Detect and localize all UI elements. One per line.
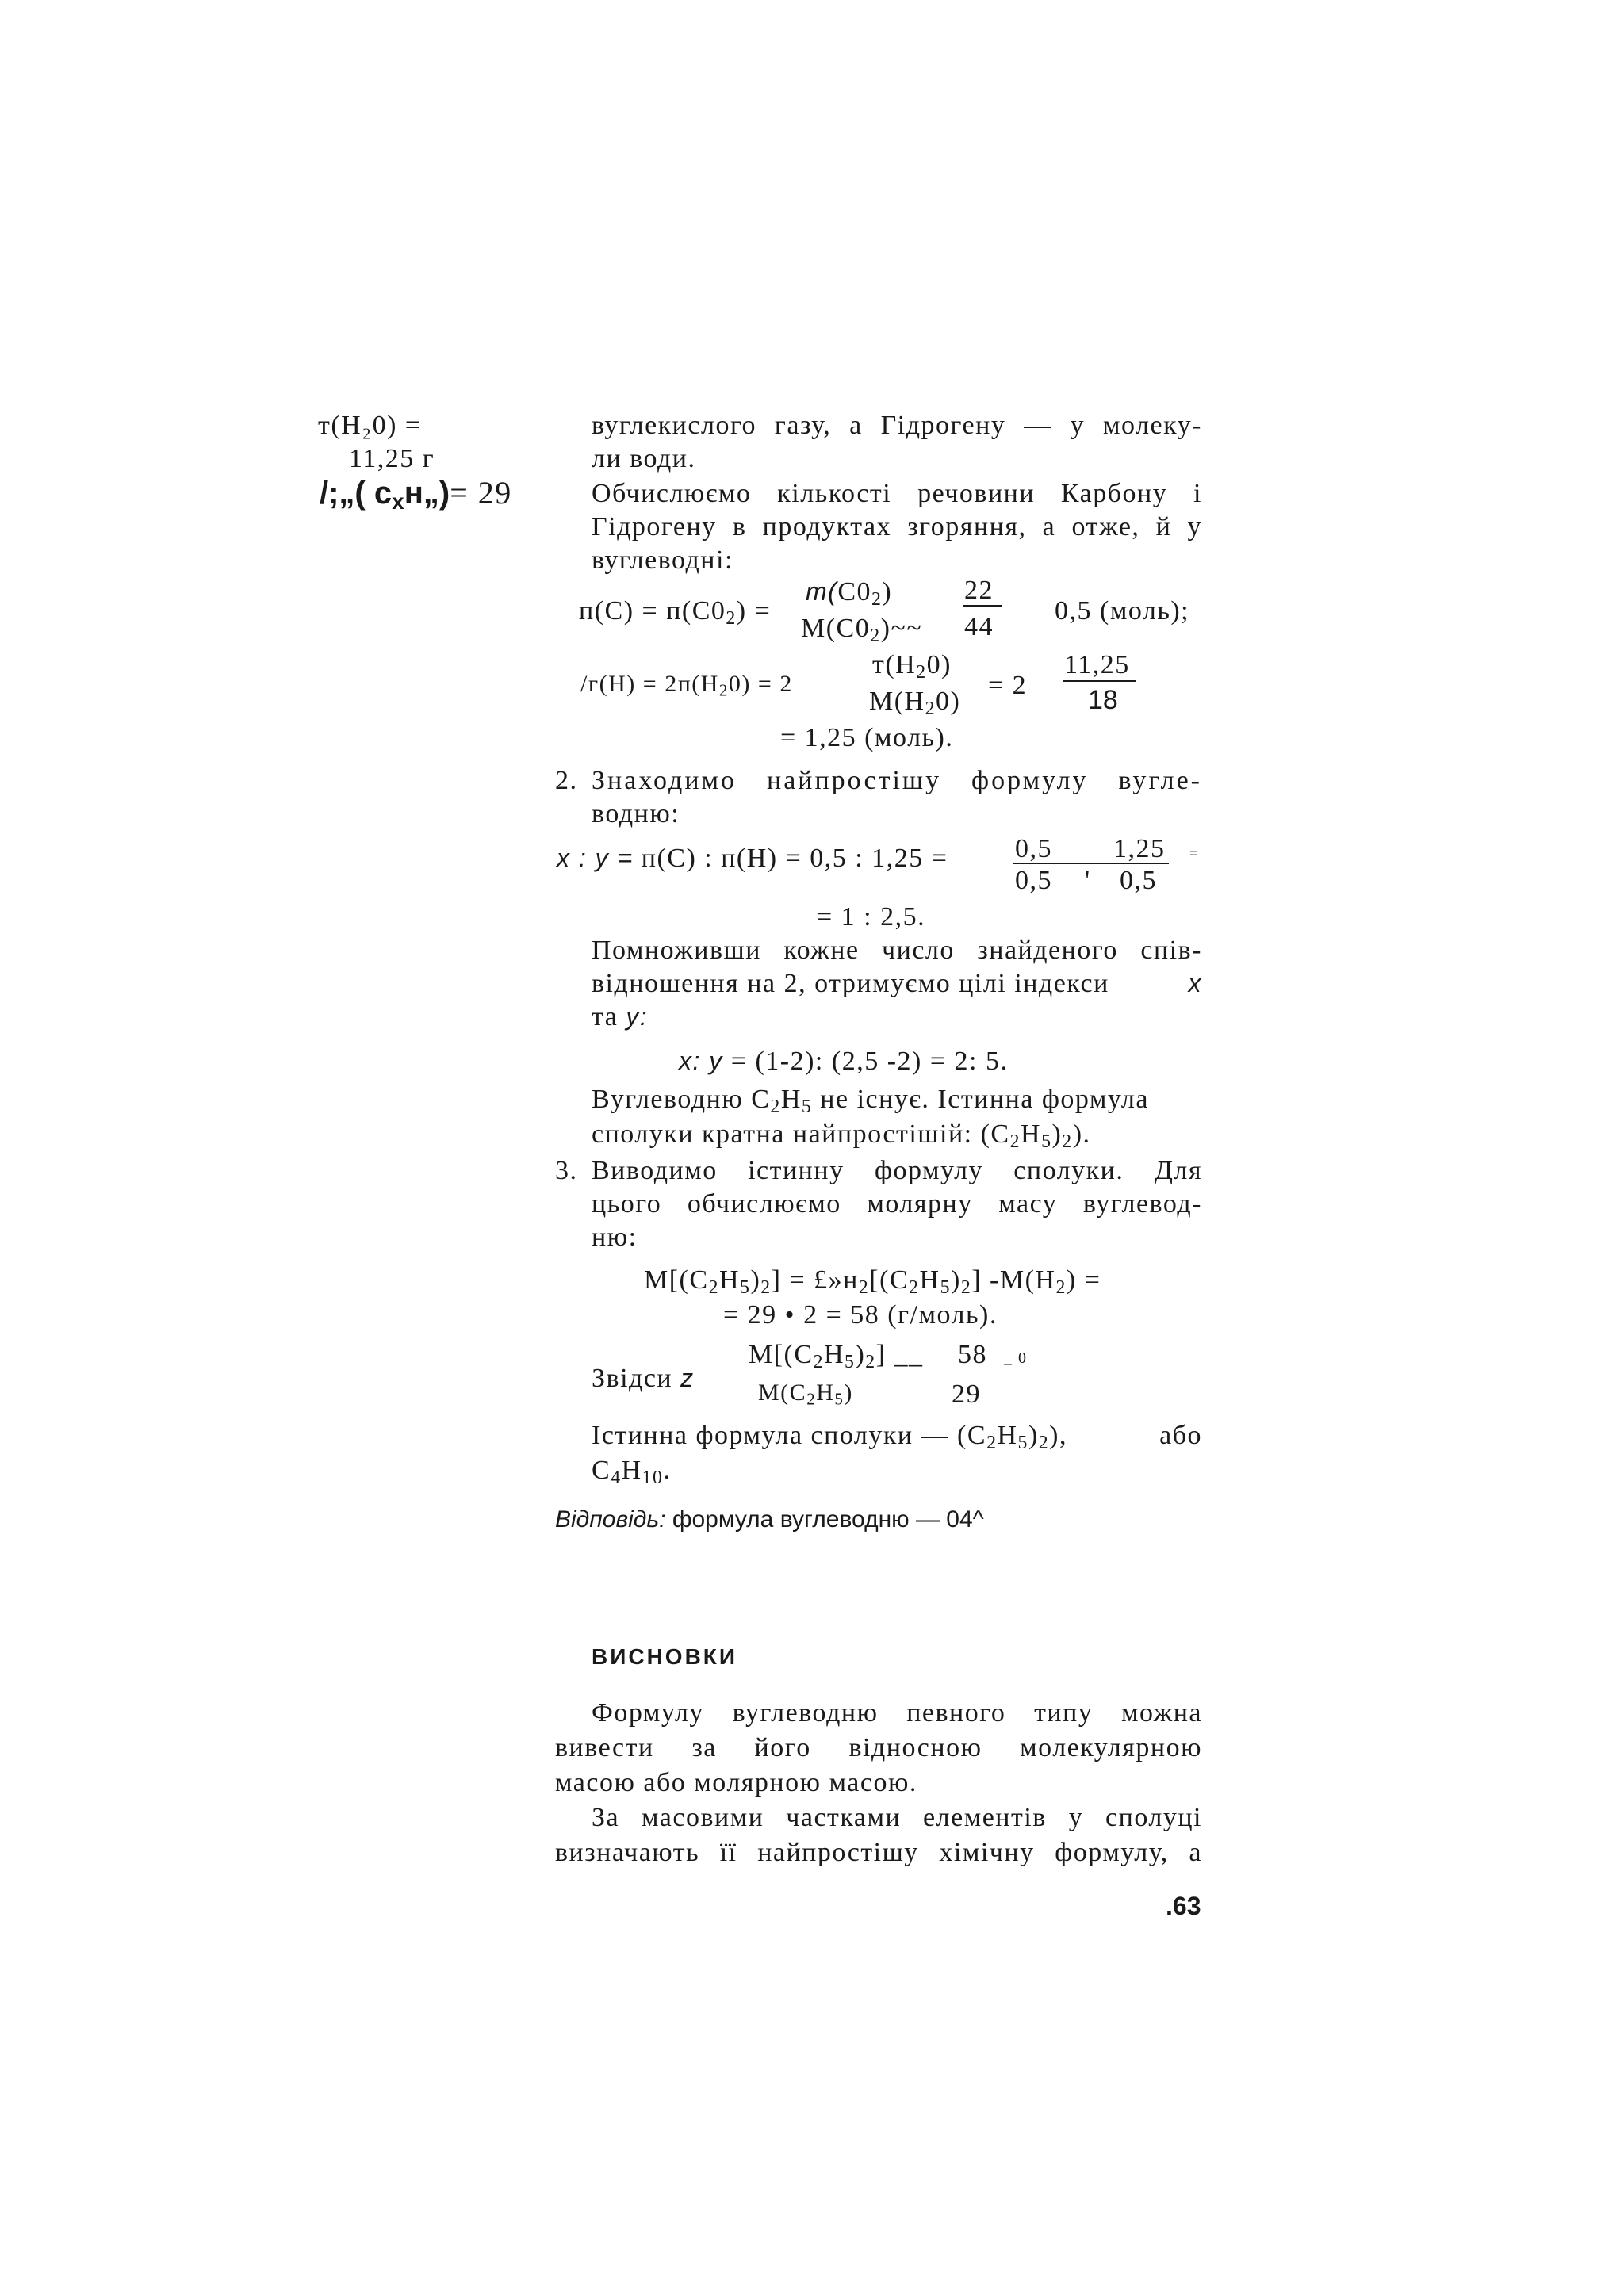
step-3-line-3: ню: [592,1223,638,1252]
eq-nc-frac2-num: 22 [964,576,994,605]
text-line-4: Гідрогену в продуктах згоряння, а отже, й у [592,512,1202,541]
section-heading-conclusions: ВИСНОВКИ [592,1644,738,1669]
eq-ratio-num-1: 0,5 [1015,834,1052,863]
step-3-line-2: цього обчислюємо молярну масу вуглевод- [592,1189,1202,1219]
eq-nh-frac2-den: 18 [1088,685,1118,715]
eq-ratio-den-2: 0,5 [1120,866,1157,895]
eq-nh-numerator: $т(Н_20)$ [872,650,952,683]
eq-nc-numerator: $m(С0_2)$ [806,577,893,610]
para-c2h5-1: Вуглеводню $C_2H_5$ не існує. Істинна формула [592,1085,1149,1117]
eq-molar-mass-2: = 29 • 2 = 58 (г/моль). [723,1300,998,1330]
text-line-2: ли води. [592,444,696,473]
eq-nh-result: = 1,25 (моль). [780,723,954,752]
eq-nh-denominator: $М(Н_20)$ [869,687,961,719]
given-mass-value: 11,25 г [349,444,435,473]
para-multiply-3: та у: [592,1002,649,1031]
eq-ratio-equals: = [1189,845,1198,861]
given-mass-water: т(Н₂0) = [318,411,422,440]
eq-nh-frac2-num: 11,25 [1064,650,1130,679]
para-multiply-2: відношення на 2, отримуємо цілі індекси х [592,969,1202,998]
page-number: .63 [1166,1892,1201,1920]
eq-xy: х: у = (1-2): (2,5 -2) = 2: 5. [679,1047,1009,1076]
eq-hence-29: 29 [952,1380,981,1409]
eq-ratio-lhs: х : у = п(С) : п(Н) = 0,5 : 1,25 = [557,844,948,873]
conclusion-line-1: Формулу вуглеводню певного типу можна [592,1698,1202,1728]
text-line-5: вуглеводні: [592,545,733,575]
eq-nc-lhs: $п(С) = п(С0_2)$ = [579,596,772,629]
text-line-1: вуглекислого газу, а Гідрогену — у молеку- [592,411,1202,440]
conclusion-line-2: вивести за його відносною молекулярною [555,1733,1202,1762]
eq-hence-numerator: $M[(C_2H_5)_2]$ __ [749,1340,924,1372]
answer-label: Відповідь: [555,1506,666,1533]
true-formula-2: $C_4H_{10}$. [592,1456,672,1488]
step-3-line-1: Виводимо істинну формулу сполуки. Для [592,1156,1202,1185]
eq-ratio-num-2: 1,25 [1113,834,1166,863]
true-formula-1: Істинна формула сполуки — $(C_2H_5)_2$), або [592,1421,1202,1453]
eq-nc-result: 0,5 (моль); [1055,596,1190,626]
eq-nh-mid: = 2 [988,671,1028,700]
eq-nh-lhs: $/г(Н) = 2п(Н_20) = 2$ [580,671,793,700]
eq-nh-frac2-line [1063,680,1136,682]
eq-hence-denominator: $М(С_2Н_5)$ [758,1380,853,1409]
conclusion-line-4: За масовими частками елементів у сполуці [592,1803,1202,1832]
step-2-number: 2. [555,766,578,795]
eq-nc-denominator: $М(С0_2)\sim\sim$ [801,614,923,646]
answer-text: формула вуглеводню — 04^ [672,1506,984,1533]
answer [555,1506,984,1533]
eq-nc-frac2-line [963,605,1002,607]
conclusion-line-5: визначають її найпростішу хімічну формулу, а [555,1838,1202,1867]
para-multiply-1: Помноживши кожне число знайденого спів- [592,936,1202,965]
para-c2h5-2: сполуки кратна найпростішій: $(C_2H_5)_2$). [592,1119,1091,1152]
step-2-line-2: водню: [592,799,680,828]
eq-hence-58: 58 [958,1340,987,1369]
eq-nc-frac2-den: 44 [964,612,994,641]
step-3-number: 3. [555,1156,578,1185]
given-relative-density: /;„( $с_хн„)= 29$ [320,475,512,514]
eq-ratio-line [1013,863,1169,864]
eq-hence-tail: _ 0 [1004,1349,1028,1367]
text-line-3: Обчислюємо кількості речовини Карбону і [592,479,1202,508]
eq-hence-word: Звідси z [592,1364,695,1393]
eq-ratio-den-1: 0,5 [1015,866,1052,895]
eq-molar-mass-1: $M[(C_2H_5)_2]$ = $£»н_2[(C_2H_5)_2] -М(Н_2)$ = [644,1265,1101,1298]
eq-ratio-result: = 1 : 2,5. [817,902,926,932]
conclusion-line-3: масою або молярною масою. [555,1768,917,1797]
step-2-line-1: Знаходимо найпростішу формулу вугле- [592,766,1202,795]
eq-ratio-den-sep: ' [1085,866,1091,895]
